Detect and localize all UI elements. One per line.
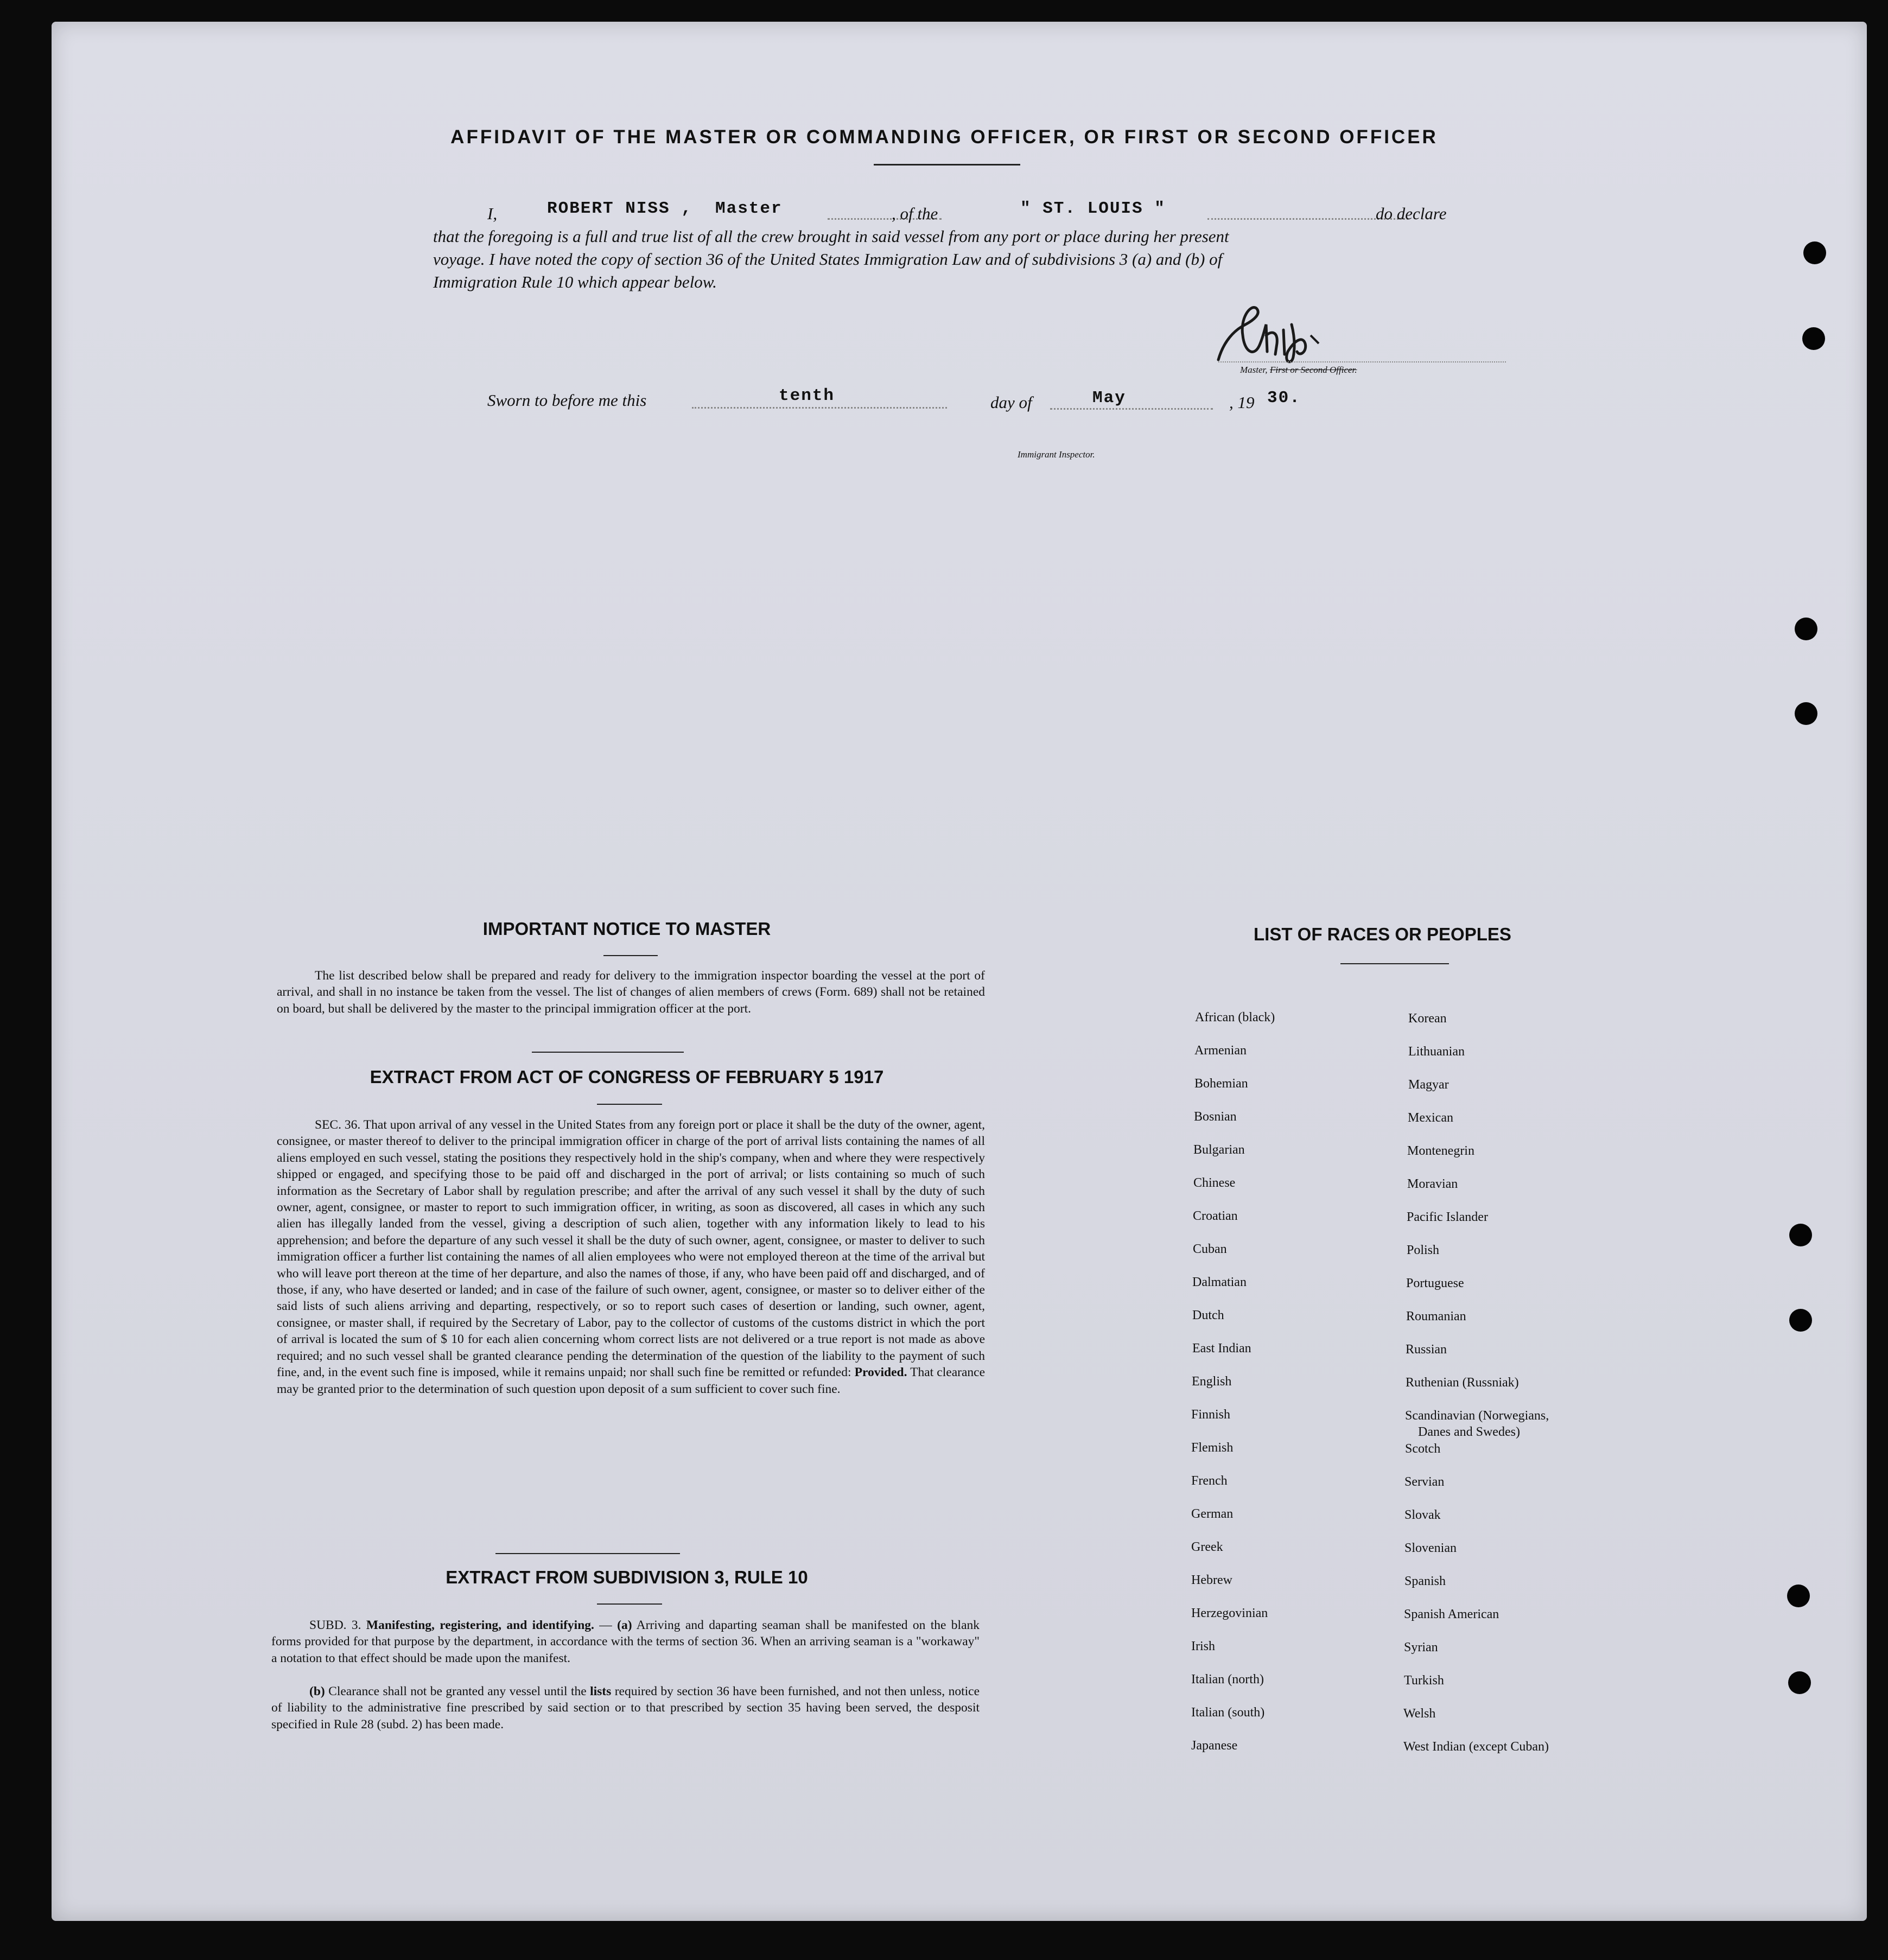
sworn-text: Sworn to before me this: [487, 391, 647, 410]
race-item: Italian (north): [1191, 1672, 1264, 1687]
races-column-2: [1402, 1010, 1549, 1772]
affidavit-title: AFFIDAVIT OF THE MASTER OR COMMANDING OFFICER, OR FIRST OR SECOND OFFICER: [450, 126, 1438, 148]
subd-label: SUBD. 3.: [309, 1618, 361, 1632]
race-item: Greek: [1191, 1540, 1223, 1554]
race-item: Cuban: [1193, 1242, 1227, 1256]
punch-hole: [1789, 1224, 1812, 1246]
races-underline: [1340, 963, 1449, 964]
race-item: Spanish: [1404, 1574, 1446, 1588]
act-underline: [597, 1104, 662, 1105]
a-label: (a): [617, 1618, 632, 1632]
rule-underline: [597, 1603, 662, 1605]
punch-hole: [1788, 1671, 1811, 1694]
rule-para-a: SUBD. 3. Manifesting, registering, and identifying. — (a) Arriving and daparting seaman shall be manifested on the blank forms provided for that purpose by the department, in accordance with the terms of section 36. When an arriving seaman is a "workaway" a notation to that effect should be made upon the manifest.: [271, 1618, 980, 1665]
signature-caption-master: Master,: [1240, 365, 1268, 375]
race-item: Mexican: [1408, 1111, 1453, 1125]
b-bold: lists: [590, 1684, 612, 1698]
subd-heading: Manifesting, registering, and identifying.: [366, 1618, 594, 1632]
race-item: Slovak: [1404, 1508, 1441, 1522]
act-body-text: SEC. 36. That upon arrival of any vessel in the United States from any foreign port or place it shall be the duty of the owner, agent, consignee, or master thereof to deliver to the principal immigration officer in charge of the port of arrival lists containing the names of all aliens employed en such vessel, stating the positions they respectively hold in the ship's company, when and where they were respectively shipped or engaged, and specifying those to be paid off and discharged in the port of arrival; or lists containing so much of such information as the Secretary of Labor shall by regulation prescribe; and after the arrival of any such vessel it shall by the duty of such owner, agent, consignee, or master to report to such immigration officer, in writing, as soon as discovered, all cases in which any such alien has illegally landed from the vessel, giving a description of such alien, together with any information likely to lead to his apprehension; and before the departure of any such vessel it shall be the duty of such owner, agent, consignee, or master to deliver to such immigration officer a further list containing the names of all alien employees who were not employed thereon at the time of the arrival but who will leave port thereon at the time of her departure, and also the names of those, if any, who have been paid off and discharged, and of those, if any, who have deserted or landed; and in case of the failure of such owner, agent, consignee, or master so to deliver either of the said lists of such aliens arriving and departing, respectively, or so to report such cases of desertion or landing, such owner, agent, consignee, or master shall, if required by the Secretary of Labor, pay to the collector of customs of the customs district in which the port of arrival is located the sum of $ 10 for each alien concerning whom correct lists are not delivered or a true report is not made as above required; and no such vessel shall be granted clearance pending the determination of the question of the liability to the payment of such fine, and, in the event such fine is imposed, while it remains unpaid; nor shall such fine be remitted or refunded:: [277, 1118, 985, 1380]
punch-hole: [1802, 327, 1825, 350]
race-item: Lithuanian: [1408, 1045, 1465, 1059]
punch-hole: [1789, 1309, 1812, 1332]
race-item: Roumanian: [1406, 1309, 1466, 1323]
affidavit-line-3: voyage. I have noted the copy of section 36 of the United States Immigration Law and of subdivisions 3 (a) and (b) of: [433, 250, 1223, 269]
act-title: EXTRACT FROM ACT OF CONGRESS OF FEBRUARY 5 1917: [370, 1067, 884, 1087]
punch-hole: [1795, 618, 1817, 640]
affidavit-line-4: Immigration Rule 10 which appear below.: [433, 272, 717, 291]
race-item: Portuguese: [1406, 1276, 1464, 1290]
master-name: ROBERT NISS ,: [547, 199, 692, 218]
race-item: Polish: [1407, 1243, 1440, 1257]
race-item: Flemish: [1191, 1441, 1234, 1455]
month-line: [1050, 408, 1213, 410]
sworn-month: May: [1092, 389, 1126, 408]
race-item: Japanese: [1191, 1739, 1238, 1753]
race-item: Servian: [1404, 1475, 1445, 1489]
race-item: Danes and Swedes): [1418, 1425, 1520, 1439]
races-title: LIST OF RACES OR PEOPLES: [1254, 924, 1511, 944]
affidavit-line-2: that the foregoing is a full and true list of all the crew brought in said vessel from any port or place during her present: [433, 227, 1229, 246]
race-item: Turkish: [1404, 1673, 1444, 1688]
race-item: Armenian: [1194, 1043, 1247, 1058]
punch-hole: [1803, 241, 1826, 264]
race-item: Hebrew: [1191, 1573, 1232, 1587]
sworn-day: tenth: [779, 386, 835, 405]
punch-hole: [1795, 702, 1817, 725]
year-prefix: , 19: [1229, 393, 1255, 412]
document-sheet: [52, 22, 1867, 1921]
race-item: West Indian (except Cuban): [1403, 1740, 1549, 1754]
notice-divider: [532, 1052, 684, 1053]
race-item: Chinese: [1193, 1176, 1236, 1190]
signature-caption-struck: First or Second Officer.: [1270, 365, 1357, 375]
race-item: Syrian: [1404, 1640, 1438, 1654]
race-item: Spanish American: [1404, 1607, 1499, 1621]
b-text-1: Clearance shall not be granted any vessel until the: [328, 1684, 587, 1698]
race-item: German: [1191, 1507, 1234, 1521]
act-body: [277, 1117, 985, 1397]
race-item: Dalmatian: [1192, 1275, 1247, 1289]
inspector-caption: Immigrant Inspector.: [1018, 449, 1095, 460]
signature-line: [1218, 361, 1506, 362]
master-rank: Master: [715, 199, 783, 218]
race-item: Irish: [1191, 1639, 1215, 1653]
year-suffix: 30.: [1267, 389, 1301, 408]
race-item: Italian (south): [1191, 1706, 1265, 1720]
of-the-text: , of the: [892, 204, 938, 223]
a-text: Arriving and daparting seaman shall be manifested on the blank forms provided for that purpose by the department, in accordance with the terms of section 36. When an arriving seaman is a "workaway" a notation to that effect should be made upon the manifest.: [271, 1618, 980, 1665]
race-item: Korean: [1408, 1011, 1447, 1026]
provided-label: Provided.: [854, 1365, 907, 1380]
rule-para-b: [271, 1683, 980, 1733]
race-item: Slovenian: [1404, 1541, 1457, 1555]
day-line: [692, 407, 947, 409]
race-item: Montenegrin: [1407, 1144, 1474, 1158]
notice-title: IMPORTANT NOTICE TO MASTER: [482, 919, 771, 939]
act-body-end: That clearance may be granted prior to the determination of such question upon deposit of a sum sufficient to cover such fine.: [277, 1365, 985, 1396]
race-item: Herzegovinian: [1191, 1606, 1268, 1620]
race-item: Scandinavian (Norwegians,: [1405, 1409, 1549, 1423]
do-declare-text: do declare: [1376, 204, 1447, 223]
race-item: Russian: [1406, 1342, 1447, 1357]
race-item: English: [1192, 1374, 1232, 1389]
race-item: Welsh: [1403, 1707, 1436, 1721]
b-label: (b): [309, 1684, 325, 1698]
races-column-1: [1191, 1009, 1275, 1771]
race-item: Bosnian: [1194, 1110, 1237, 1124]
race-item: East Indian: [1192, 1341, 1251, 1356]
race-item: Scotch: [1405, 1442, 1441, 1456]
race-item: Bulgarian: [1193, 1143, 1245, 1157]
race-item: Ruthenian (Russniak): [1406, 1376, 1519, 1390]
day-of-text: day of: [990, 393, 1032, 412]
race-item: Pacific Islander: [1407, 1210, 1488, 1224]
notice-body: The list described below shall be prepared and ready for delivery to the immigration inspector boarding the vessel at the port of arrival, and shall in no instance be taken from the vessel. The list of changes of alien members of crews (Form. 689) shall not be retained on board, but shall be delivered by the master to the principal immigration officer at the port.: [277, 969, 985, 1016]
affidavit-prefix: I,: [487, 204, 498, 223]
title-underline: [874, 164, 1020, 166]
race-item: Bohemian: [1194, 1077, 1248, 1091]
race-item: Moravian: [1407, 1177, 1458, 1191]
notice-underline: [603, 955, 658, 956]
punch-hole: [1787, 1584, 1810, 1607]
vessel-name: " ST. LOUIS ": [1020, 199, 1166, 218]
race-item: Croatian: [1193, 1209, 1238, 1223]
race-item: Magyar: [1408, 1078, 1449, 1092]
race-item: African (black): [1195, 1010, 1275, 1024]
b-text-2: required by section 36 have been furnished, and not then unless, notice of liability to the administrative fine prescribed by said section or to that prescribed by section 35 having been served, the desposit specified in Rule 28 (subd. 2) has been made.: [271, 1684, 980, 1732]
race-item: Dutch: [1192, 1308, 1224, 1322]
act-divider: [495, 1553, 680, 1554]
rule-title: EXTRACT FROM SUBDIVISION 3, RULE 10: [446, 1567, 808, 1587]
race-item: French: [1191, 1474, 1228, 1488]
race-item: Finnish: [1191, 1408, 1231, 1422]
